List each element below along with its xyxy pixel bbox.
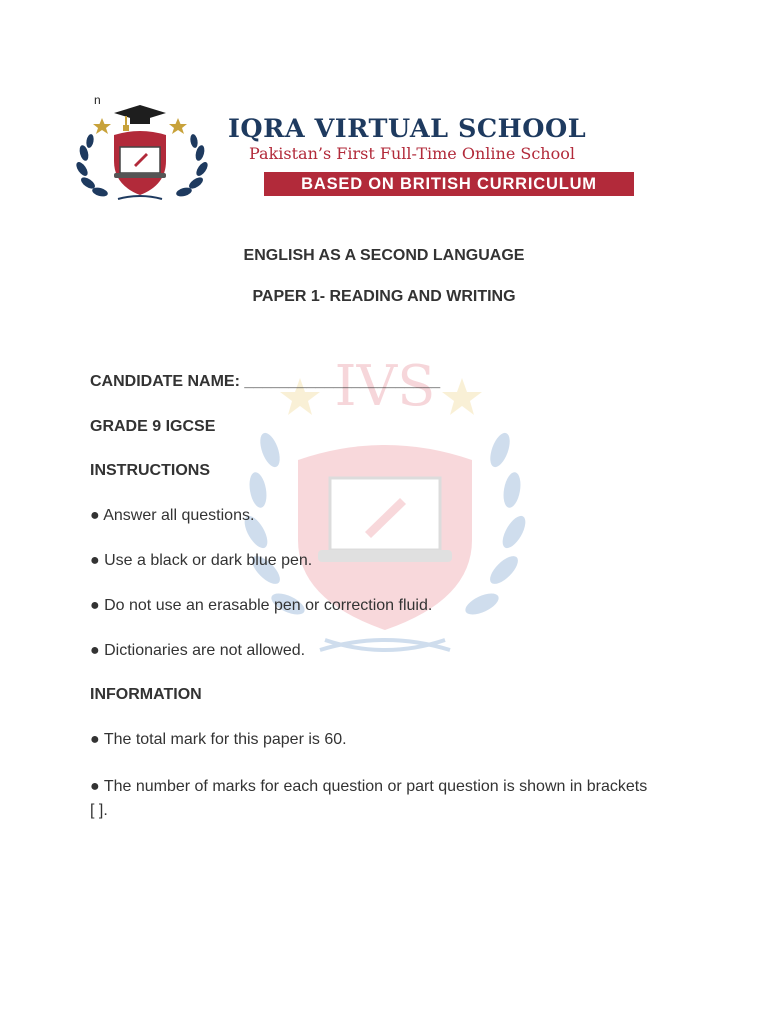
paper-title: PAPER 1- READING AND WRITING	[252, 288, 516, 305]
information-item: ● The total mark for this paper is 60.	[90, 731, 347, 748]
school-name: IQRA VIRTUAL SCHOOL	[228, 114, 587, 144]
candidate-name-field: CANDIDATE NAME: ______________________	[90, 373, 441, 390]
school-tagline: Pakistan’s First Full-Time Online School	[249, 144, 575, 163]
laurel-right-icon	[175, 133, 210, 197]
ribbon-icon	[118, 196, 162, 199]
subject-title: ENGLISH AS A SECOND LANGUAGE	[243, 247, 525, 264]
instruction-item: ● Use a black or dark blue pen.	[90, 552, 313, 569]
laurel-left-icon	[74, 133, 109, 197]
school-logo-emblem	[74, 103, 210, 203]
information-item: ● The number of marks for each question or part question is shown in brackets [ ].	[90, 778, 648, 819]
watermark-star-right-icon	[442, 378, 482, 415]
watermark-emblem	[230, 350, 540, 670]
star-left-icon	[93, 118, 111, 134]
instruction-item: ● Dictionaries are not allowed.	[90, 642, 306, 659]
star-right-icon	[169, 118, 187, 134]
information-heading: INFORMATION	[90, 686, 202, 703]
instruction-item: ● Answer all questions.	[90, 507, 255, 524]
curriculum-band: BASED ON BRITISH CURRICULUM	[264, 172, 634, 196]
instruction-item: ● Do not use an erasable pen or correction fluid.	[90, 597, 433, 614]
watermark-laurel-right-icon	[462, 430, 530, 619]
instructions-heading: INSTRUCTIONS	[90, 462, 210, 479]
stray-character: n	[94, 93, 101, 107]
graduation-cap-icon	[114, 105, 166, 131]
watermark-letters: IVS	[334, 354, 436, 419]
laptop-icon	[114, 147, 166, 178]
grade-label: GRADE 9 IGCSE	[90, 418, 216, 435]
